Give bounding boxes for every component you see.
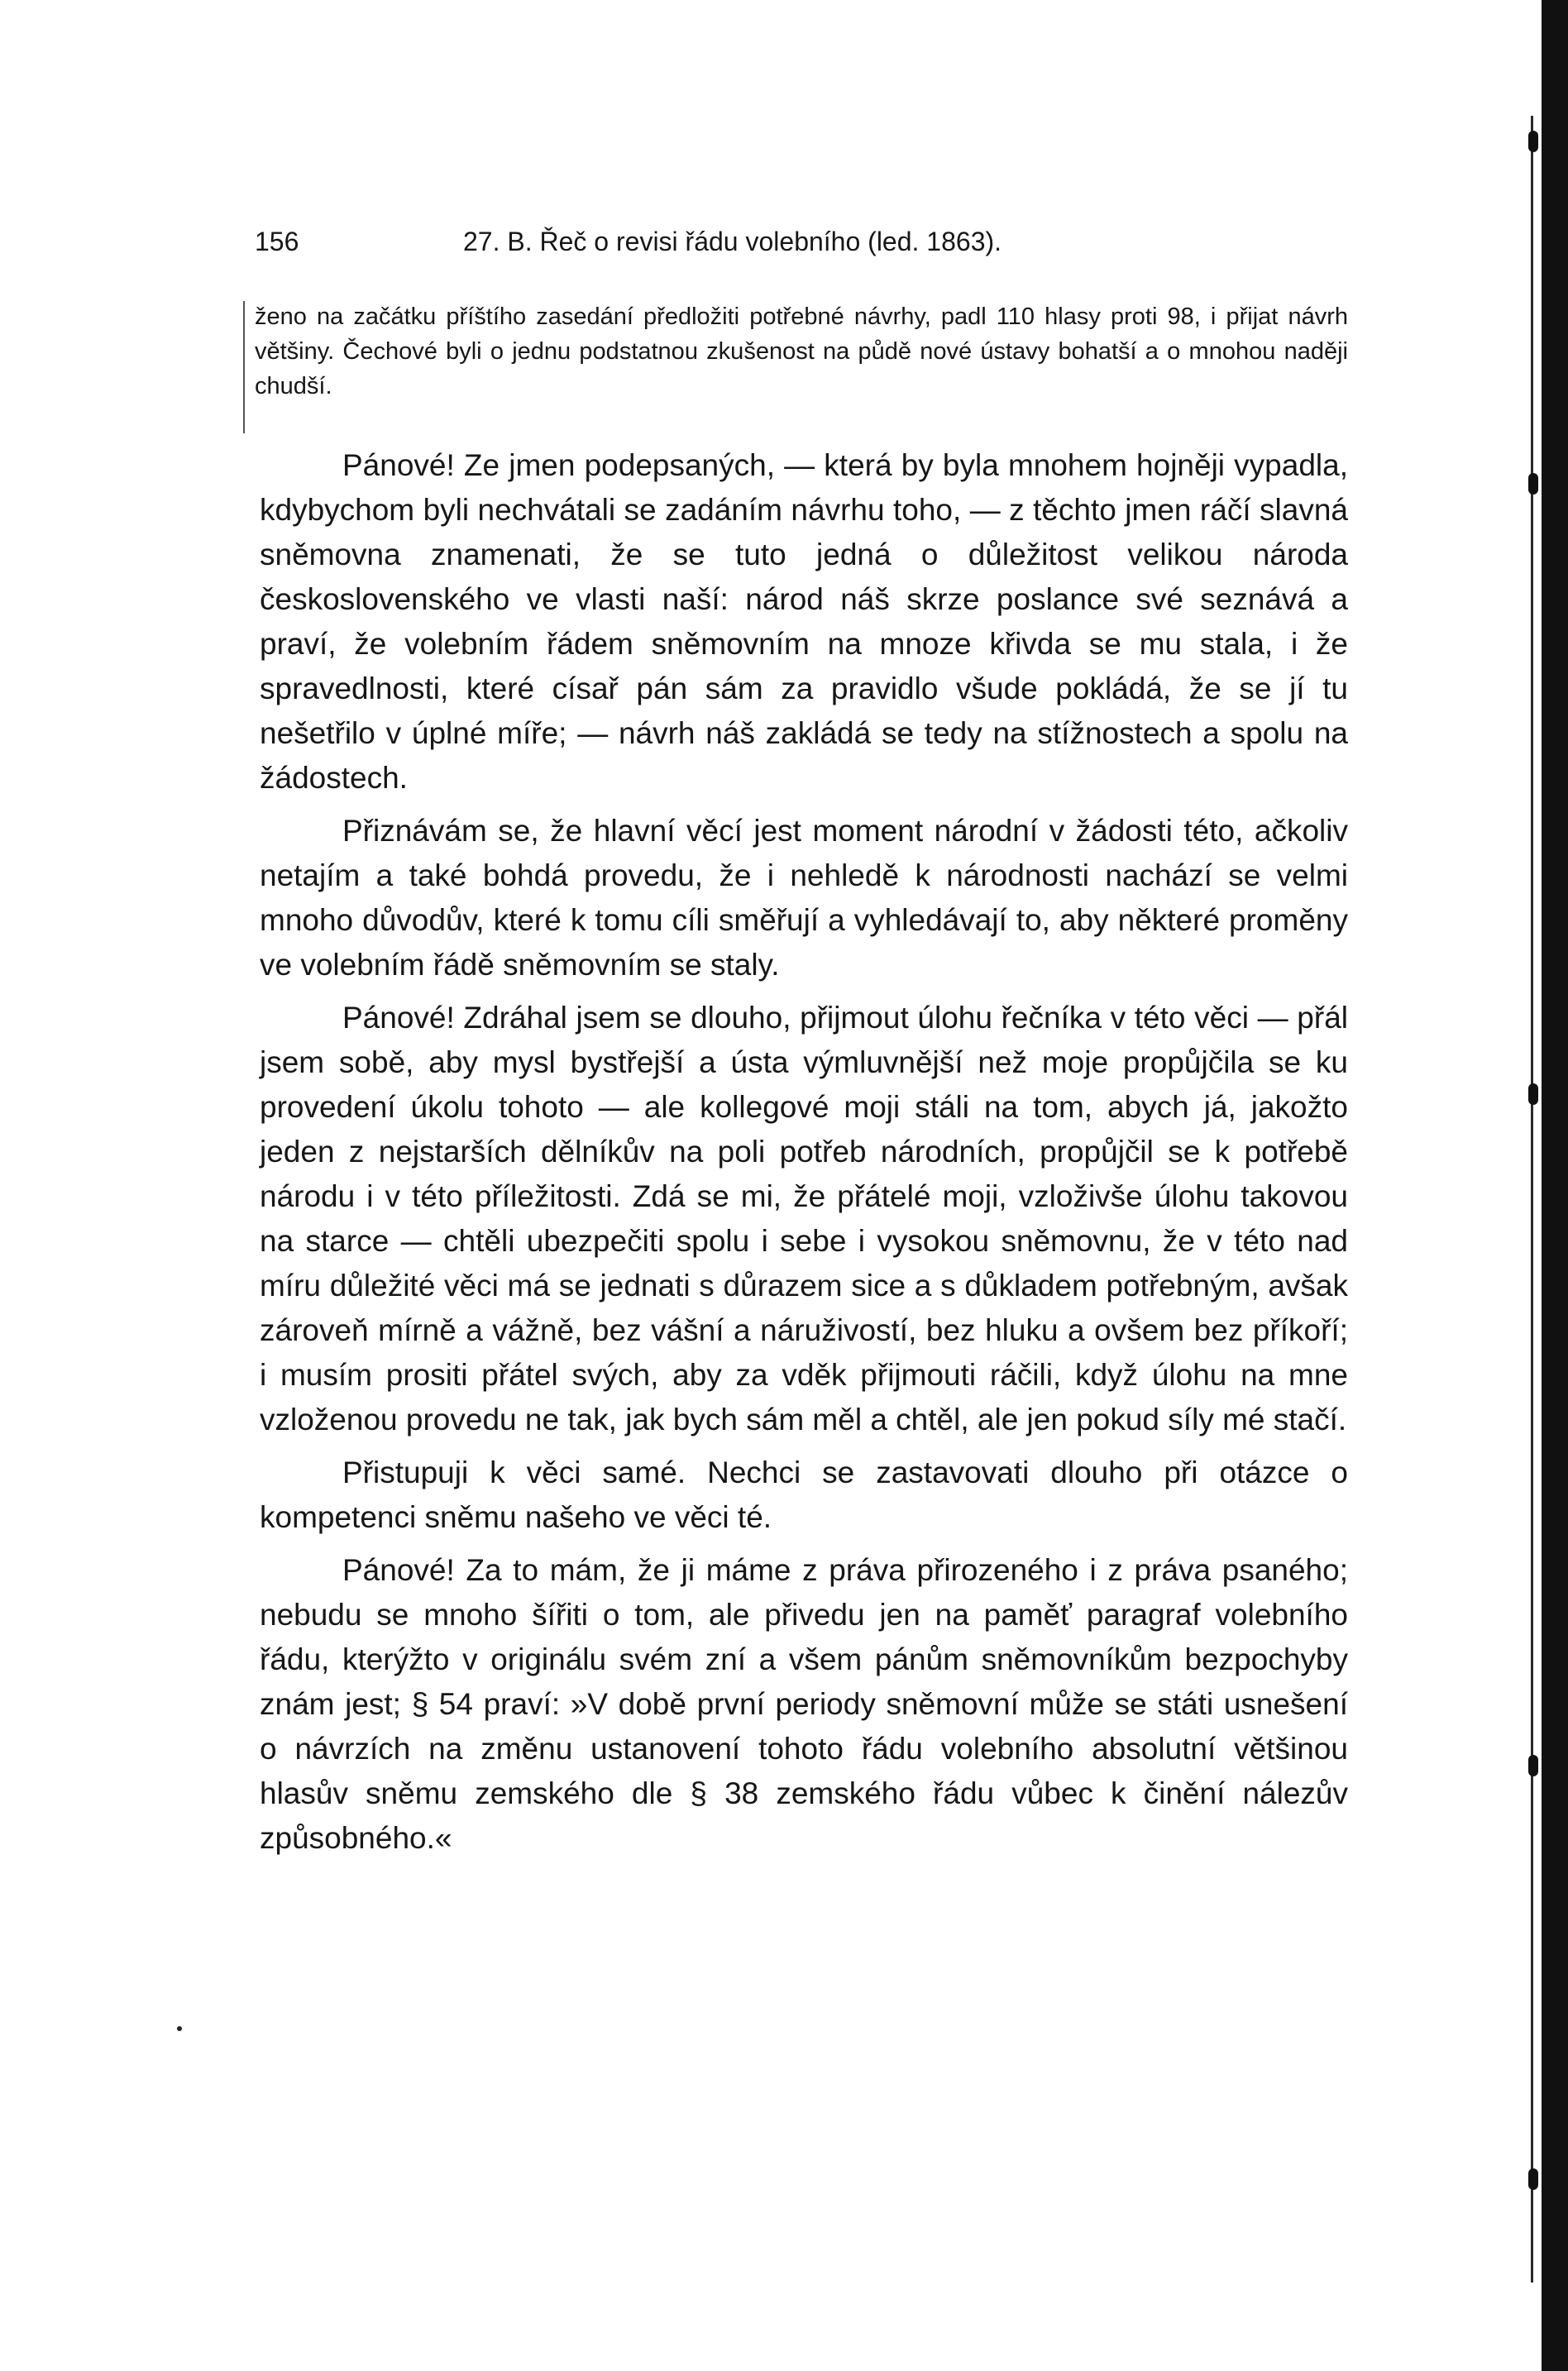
paragraph: Pánové! Zdráhal jsem se dlouho, přijmout úlohu řečníka v této věci — přál jsem sobě, aby mysl bystřejší a ústa výmluvnější než moje propůjčila se ku provedení úkolu tohoto — ale kollegové moji stáli na tom, abych já, jakožto jeden z nejstarších dělníkův na poli potřeb národních, propůjčil se k potřebě národu i v této příležitosti. Zdá se mi, že přátelé moji, vzloživše úlohu takovou na starce — chtěli ubezpečiti spolu i sebe i vysokou sněmovnu, že v této nad míru důležité věci má se jednati s důrazem sice a s důkladem potřebným, avšak zároveň mírně a vážně, bez vášní a náruživostí, bez hluku a ovšem bez příkoří; i musím prositi přátel svých, aby za vděk přijmouti ráčili, když úlohu na mne vzloženou provedu ne tak, jak bych sám měl a chtěl, ale jen pokud síly mé stačí.: [260, 1001, 1348, 1436]
edge-mark: [1528, 1083, 1538, 1105]
paragraph: Pánové! Ze jmen podepsaných, — která by byla mnohem hojněji vypadla, kdybychom byli nechvátali se zadáním návrhu toho, — z těchto jmen ráčí slavná sněmovna znamenati, že se tuto jedná o důležitost velikou národa československého ve vlasti naší: národ náš skrze poslance své seznává a praví, že volebním řádem sněmovním na mnoze křivda se mu stala, i že spravedlnosti, které císař pán sám za pravidlo všude pokládá, že se jí tu nešetřilo v úplné míře; — návrh náš zakládá se tedy na stížnostech a spolu na žádostech.: [260, 448, 1348, 795]
body-text: [260, 443, 1348, 1869]
edge-mark: [1528, 473, 1538, 495]
paragraph: Pánové! Za to mám, že ji máme z práva přirozeného i z práva psaného; nebudu se mnoho šířiti o tom, ale přivedu jen na paměť paragraf volebního řádu, kterýžto v originálu svém zní a všem pánům sněmovníkům bezpochyby znám jest; § 54 praví: »V době první periody sněmovní může se státi usnešení o návrzích na změnu ustanovení tohoto řádu volebního absolutní většinou hlasův sněmu zemského dle § 38 zemského řádu vůbec k činění nálezův způsobného.«: [260, 1553, 1348, 1855]
paragraph: Přistupuji k věci samé. Nechci se zastavovati dlouho při otázce o kompetenci sněmu našeho ve věci té.: [260, 1456, 1348, 1534]
edge-mark: [1528, 2168, 1538, 2190]
paragraph: Přiznávám se, že hlavní věcí jest moment národní v žádosti této, ačkoliv netajím a také bohdá provedu, že i nehledě k národnosti nachází se velmi mnoho důvodův, které k tomu cíli směřují a vyhledávají to, aby některé proměny ve volebním řádě sněmovním se staly.: [260, 814, 1348, 982]
note-bracket: [243, 301, 245, 433]
margin-speck: [177, 2026, 182, 2031]
running-head: [255, 225, 1355, 258]
page-edge-line: [1531, 116, 1533, 2283]
scan-edge: [1542, 0, 1568, 2371]
edge-mark: [1528, 1755, 1538, 1776]
note-paragraph: ženo na začátku příštího zasedání předložiti potřebné návrhy, padl 110 hlasy proti 98, i přijat návrh většiny. Čechové byli o jednu podstatnou zkušenost na půdě nové ústavy bohatší a o mnohou naději chudší.: [255, 304, 1348, 399]
page-number: 156: [255, 227, 299, 256]
running-title: 27. B. Řeč o revisi řádu volebního (led. 1863).: [463, 227, 1002, 256]
edge-mark: [1528, 131, 1538, 152]
